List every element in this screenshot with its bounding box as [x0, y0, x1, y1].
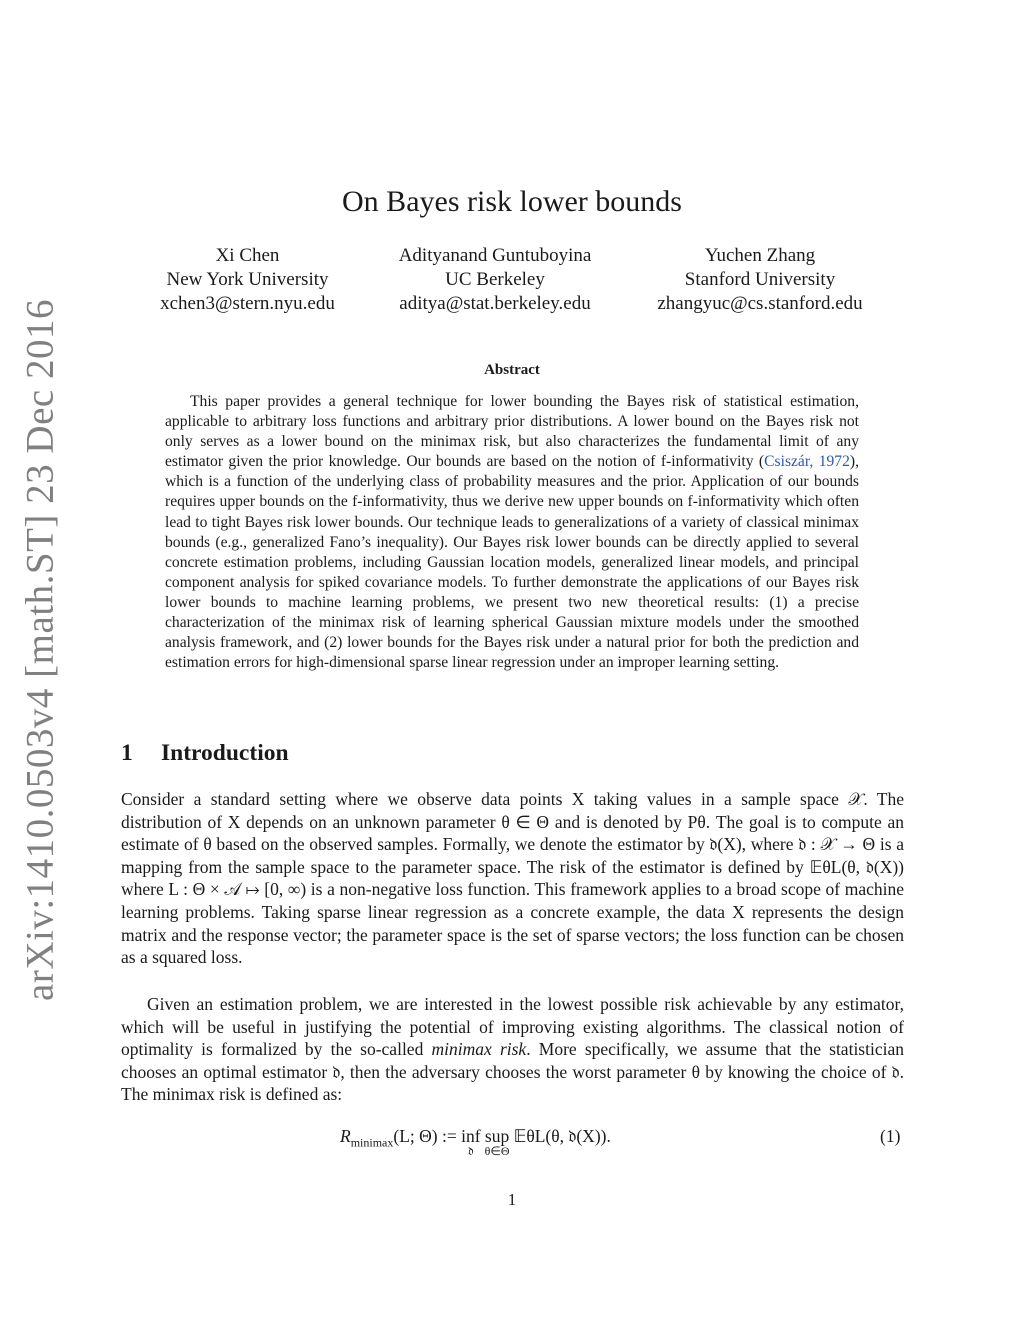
page-number: 1: [507, 1190, 517, 1209]
equation-minimax-risk: [0, 1126, 1024, 1166]
author-block-3: [645, 244, 875, 316]
section-title: Introduction: [161, 740, 289, 766]
emphasis-minimax-risk: minimax risk: [431, 1039, 527, 1060]
paper-title: On Bayes risk lower bounds: [342, 185, 682, 218]
author-block-2: [380, 244, 610, 316]
arxiv-identifier-stamp: arXiv:1410.0503v4 [math.ST] 23 Dec 2016: [18, 299, 62, 1001]
author-affiliation: New York University: [166, 269, 329, 290]
inf-operator: inf 𝔡: [461, 1126, 481, 1158]
equation-number: (1): [880, 1126, 901, 1146]
sup-operator: sup θ∈Θ: [484, 1126, 510, 1158]
section-number: 1: [121, 740, 133, 766]
intro-paragraph-2: Given an estimation problem, we are interested in the lowest possible risk achievable by any estimator, which will be useful in justifying the potential of improving existing algorithms. The classical notion of optimality is formalized by the so-called minimax risk. More specifically, we assume that the statistician chooses an optimal estimator 𝔡, then the adversary chooses the worst parameter θ by knowing the choice of 𝔡. The minimax risk is defined as:: [121, 994, 904, 1105]
author-name: Adityanand Guntuboyina: [398, 245, 592, 266]
intro-paragraph-1: Consider a standard setting where we observe data points X taking values in a sample space 𝒳. The distribution of X depends on an unknown parameter θ ∈ Θ and is denoted by Pθ. The goal is to compute an estimate of θ based on the observed samples. Formally, we denote the estimator by 𝔡(X), where 𝔡 : 𝒳 → Θ is a mapping from the sample space to the parameter space. The risk of the estimator is defined by 𝔼θL(θ, 𝔡(X)) where L : Θ × 𝒜 ↦ [0, ∞) is a non-negative loss function. This framework applies to a broad scope of machine learning problems. Taking sparse linear regression as a concrete example, the data X represents the design matrix and the response vector; the parameter space is the set of sparse vectors; the loss function can be chosen as a squared loss.: [121, 789, 904, 968]
author-name: Xi Chen: [215, 245, 280, 266]
abstract-body: This paper provides a general technique for lower bounding the Bayes risk of statistical estimation, applicable to arbitrary loss functions and arbitrary prior distributions. A lower bound on the Bayes risk not only serves as a lower bound on the minimax risk, but also characterizes the fundamental limit of any estimator given the prior knowledge. Our bounds are based on the notion of f-informativity (Csiszár, 1972), which is a function of the underlying class of probability measures and the prior. Application of our bounds requires upper bounds on the f-informativity, thus we derive new upper bounds on f-informativity which often lead to tight Bayes risk lower bounds. Our technique leads to generalizations of a variety of classical minimax bounds (e.g., generalized Fano’s inequality). Our Bayes risk lower bounds can be directly applied to several concrete estimation problems, including Gaussian location models, generalized linear models, and principal component analysis for spiked covariance models. To further demonstrate the applications of our Bayes risk lower bounds to machine learning problems, we present two new theoretical results: (1) a precise characterization of the minimax risk of learning spherical Gaussian mixture models under the smoothed analysis framework, and (2) lower bounds for the Bayes risk under a natural prior for both the prediction and estimation errors for high-dimensional sparse linear regression under an improper learning setting.: [165, 393, 859, 672]
author-block-1: [150, 244, 345, 316]
author-email: xchen3@stern.nyu.edu: [160, 293, 335, 314]
author-email: aditya@stat.berkeley.edu: [399, 293, 591, 314]
author-email: zhangyuc@cs.stanford.edu: [657, 293, 863, 314]
citation-link[interactable]: Csiszár, 1972: [764, 453, 850, 471]
author-affiliation: Stanford University: [684, 269, 836, 290]
author-name: Yuchen Zhang: [704, 245, 816, 266]
author-affiliation: UC Berkeley: [445, 269, 545, 290]
equation-body: $R_{minimax}(L$; Θ) := inf 𝔡 sup θ∈Θ 𝔼θL(θ, 𝔡(X)).: [340, 1126, 611, 1158]
section-heading-introduction: [121, 740, 289, 767]
abstract-heading: Abstract: [484, 362, 540, 378]
